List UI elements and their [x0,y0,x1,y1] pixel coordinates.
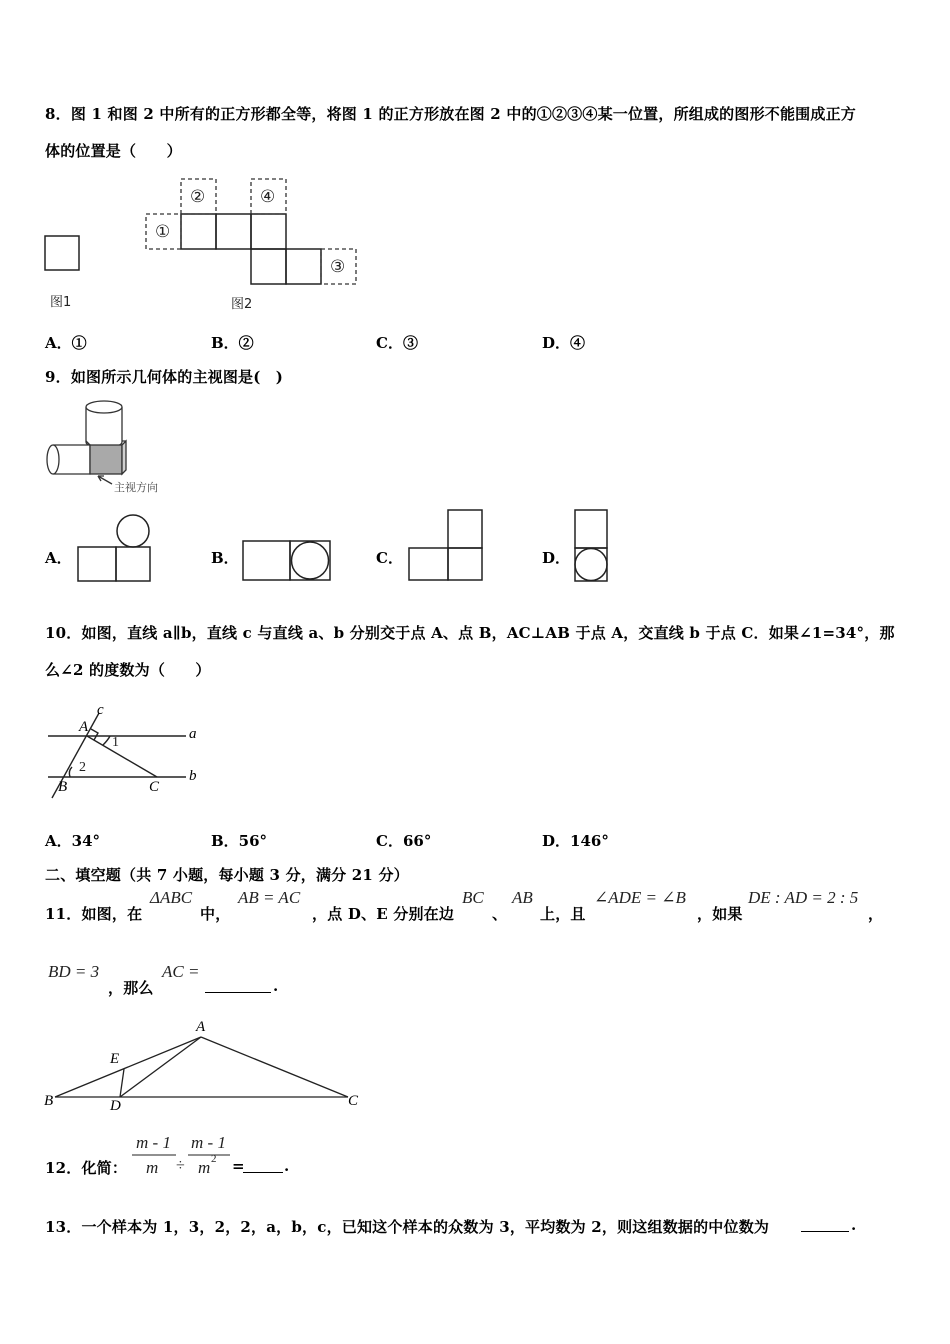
q10-label-c: c [97,702,104,718]
q8-figure1-caption: 图1 [50,295,72,310]
q10-option-c[interactable]: C．66° [376,832,432,850]
q10-label-1: 1 [112,735,119,750]
q11-label-D: D [110,1098,121,1114]
q10-stem-line2: 么∠2 的度数为（ ） [45,661,211,679]
q11-ab-eq-ac: AB = AC [238,888,301,907]
q9-option-a-letter[interactable]: A． [45,549,72,567]
q10-label-b: b [189,768,197,784]
q8-stem-line1: 8．图 1 和图 2 中所有的正方形都全等，将图 1 的正方形放在图 2 中的①②③④某一位置，所组成的图形不能围成正方 [45,105,856,123]
q11-ratio: DE : AD = 2 : 5 [748,888,859,907]
q10-option-d[interactable]: D．146° [542,832,609,850]
q12-denominator-2-exponent: 2 [211,1153,217,1165]
q9-direction-label: 主视方向 [114,481,158,494]
q8-stem-line2: 体的位置是（ ） [45,142,182,160]
q9-option-b-letter[interactable]: B． [211,549,239,567]
q8-slot-2-label: ② [190,187,206,206]
q10-label-B: B [58,779,68,795]
q9-option-d-letter[interactable]: D． [542,549,571,567]
q11-dun: 、 [492,905,508,923]
q11-text-if: ，如果 [697,905,743,923]
q10-label-C: C [149,779,160,795]
q11-label-A: A [196,1019,206,1035]
q11-ac-eq: AC = [162,962,200,981]
q13-stem: 13．一个样本为 1，3，2，2，a，b，c，已知这个样本的众数为 3，平均数为 2，则这组数据的中位数为 [45,1218,770,1236]
q12-denominator-1: m [146,1158,159,1177]
q12-equals: = [232,1157,245,1175]
q8-option-d[interactable]: D．④ [542,334,586,352]
q12-period: . [284,1157,290,1175]
q10-stem-line1: 10．如图，直线 a∥b，直线 c 与直线 a、b 分别交于点 A、点 B，AC⊥AB 于点 A，交直线 b 于点 C．如果∠1=34°，那 [45,624,895,642]
q9-option-c-letter[interactable]: C． [376,549,403,567]
q12-divide-sign: ÷ [176,1157,185,1174]
q11-text-points: ，点 D、E 分别在边 [312,905,455,923]
q11-comma: ， [868,905,884,923]
q12-numerator-2: m - 1 [191,1133,226,1152]
q9-stem: 9．如图所示几何体的主视图是( ) [45,368,284,386]
q10-label-a: a [189,726,197,742]
q12-prefix: 12．化简： [45,1159,128,1177]
q11-label-E: E [110,1051,120,1067]
q11-side-ab: AB [512,888,533,907]
q11-bd-value: BD = 3 [48,962,100,981]
section2-heading: 二、填空题（共 7 小题，每小题 3 分，满分 21 分） [45,866,409,884]
q8-option-b[interactable]: B．② [211,334,254,352]
q8-slot-4-label: ④ [260,187,276,206]
q11-period: . [273,977,279,995]
q8-option-c[interactable]: C．③ [376,334,418,352]
q11-text-then: ，那么 [108,979,154,997]
q8-option-a[interactable]: A．① [45,334,87,352]
q12-answer-blank[interactable] [243,1158,283,1173]
q11-triangle-abc: ΔABC [150,888,193,907]
q11-prefix: 11．如图，在 [45,905,143,923]
q13-period: . [851,1216,857,1234]
q8-slot-1-label: ① [155,222,171,241]
q13-answer-blank[interactable] [801,1217,849,1232]
q11-label-B: B [44,1093,54,1109]
q12-denominator-2: m [198,1158,211,1177]
q11-text-on: 上，且 [540,905,586,923]
q10-option-b[interactable]: B．56° [211,832,268,850]
q8-slot-3-label: ③ [330,257,346,276]
q11-angle-condition: ∠ADE = ∠B [594,888,686,907]
q11-zhong: 中， [200,905,231,923]
q8-figure2-caption: 图2 [231,297,253,312]
q10-label-A: A [79,719,89,735]
q10-label-2: 2 [79,760,86,775]
q11-side-bc: BC [462,888,484,907]
q12-numerator-1: m - 1 [136,1133,171,1152]
q11-label-C: C [348,1093,359,1109]
q10-option-a[interactable]: A．34° [45,832,101,850]
